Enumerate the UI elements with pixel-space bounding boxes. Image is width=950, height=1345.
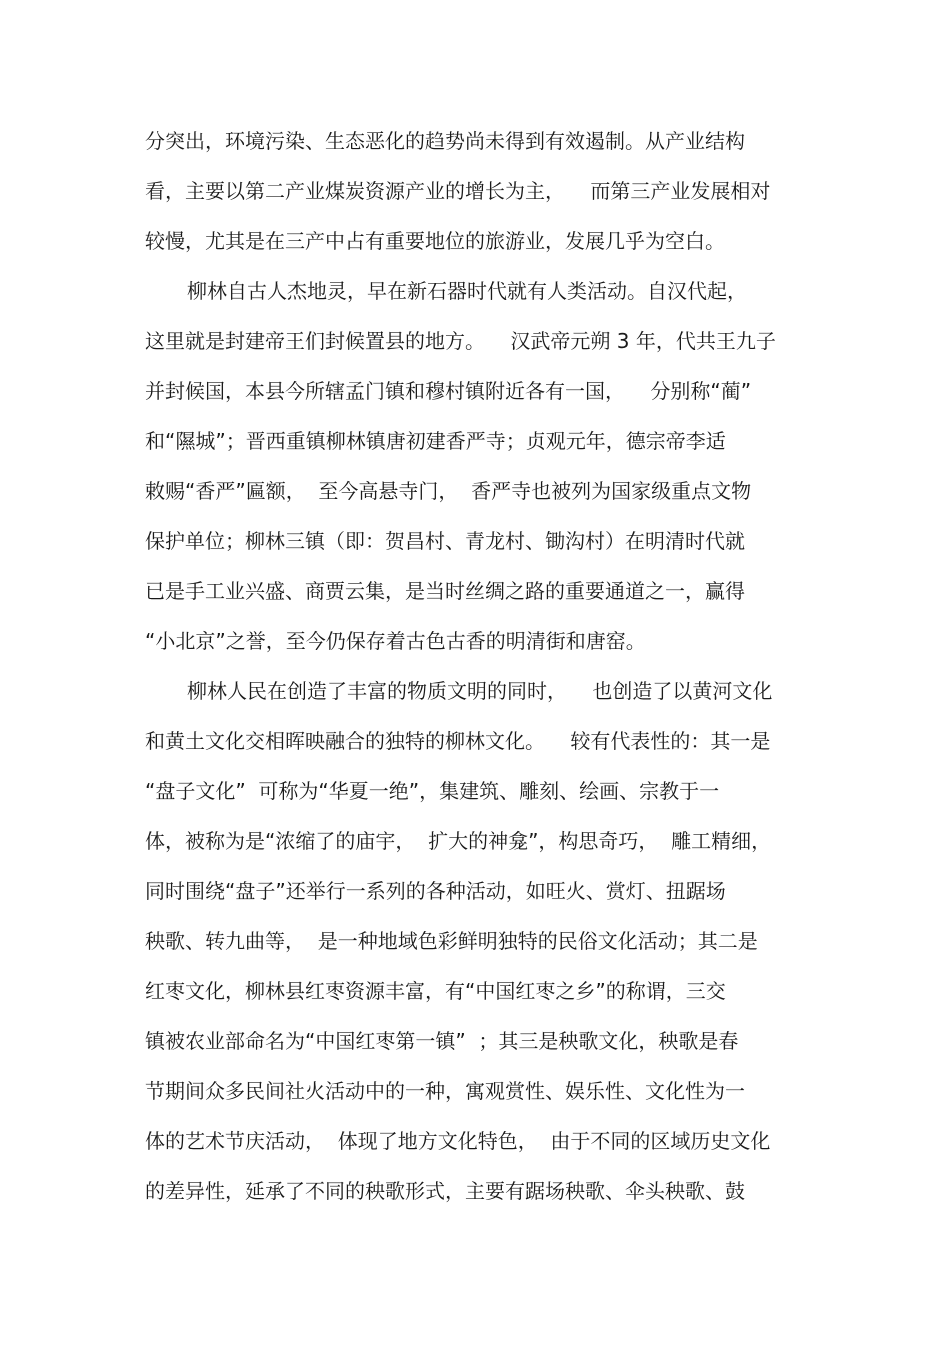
- text-line: 看，主要以第二产业煤炭资源产业的增长为主， 而第三产业发展相对: [145, 179, 771, 203]
- text-line: “小北京”之誉，至今仍保存着古色古香的明清街和唐窑。: [145, 629, 646, 653]
- text-line: 镇被农业部命名为“中国红枣第一镇” ；其三是秧歌文化，秧歌是春: [145, 1029, 739, 1053]
- text-line: 节期间众多民间社火活动中的一种，寓观赏性、娱乐性、文化性为一: [145, 1079, 745, 1103]
- text-line: 和“隰城”；晋西重镇柳林镇唐初建香严寺；贞观元年，德宗帝李适: [145, 429, 726, 453]
- text-line: 保护单位；柳林三镇（即：贺昌村、青龙村、锄沟村）在明清时代就: [145, 529, 745, 553]
- text-line: 体的艺术节庆活动， 体现了地方文化特色， 由于不同的区域历史文化: [145, 1129, 771, 1153]
- text-line: 的差异性，延承了不同的秧歌形式，主要有踞场秧歌、伞头秧歌、鼓: [145, 1179, 745, 1203]
- text-line: 红枣文化，柳林县红枣资源丰富，有“中国红枣之乡”的称谓，三交: [145, 979, 726, 1003]
- text-line: 已是手工业兴盛、商贾云集，是当时丝绸之路的重要通道之一，赢得: [145, 579, 745, 603]
- text-line: 柳林自古人杰地灵，早在新石器时代就有人类活动。自汉代起，: [187, 279, 747, 303]
- text-line: 柳林人民在创造了丰富的物质文明的同时， 也创造了以黄河文化: [187, 679, 773, 703]
- text-line: 较慢，尤其是在三产中占有重要地位的旅游业，发展几乎为空白。: [145, 229, 725, 253]
- text-line: 分突出，环境污染、生态恶化的趋势尚未得到有效遏制。从产业结构: [145, 129, 745, 153]
- text-line: 和黄土文化交相晖映融合的独特的柳林文化。 较有代表性的：其一是: [145, 729, 771, 753]
- text-line: 体，被称为是“浓缩了的庙宇， 扩大的神龛”，构思奇巧， 雕工精细，: [145, 829, 772, 853]
- text-line: 秧歌、转九曲等， 是一种地域色彩鲜明独特的民俗文化活动；其二是: [145, 929, 758, 953]
- text-line: “盘子文化” 可称为“华夏一绝”，集建筑、雕刻、绘画、宗教于一: [145, 779, 720, 803]
- text-line: 这里就是封建帝王们封候置县的地方。 汉武帝元朔 3 年，代共王九子: [145, 329, 776, 353]
- text-line: 同时围绕“盘子”还举行一系列的各种活动，如旺火、赏灯、扭踞场: [145, 879, 726, 903]
- text-line: 敕赐“香严”匾额， 至今高悬寺门， 香严寺也被列为国家级重点文物: [145, 479, 752, 503]
- text-line: 并封候国，本县今所辖孟门镇和穆村镇附近各有一国， 分别称“蔺”: [145, 379, 752, 403]
